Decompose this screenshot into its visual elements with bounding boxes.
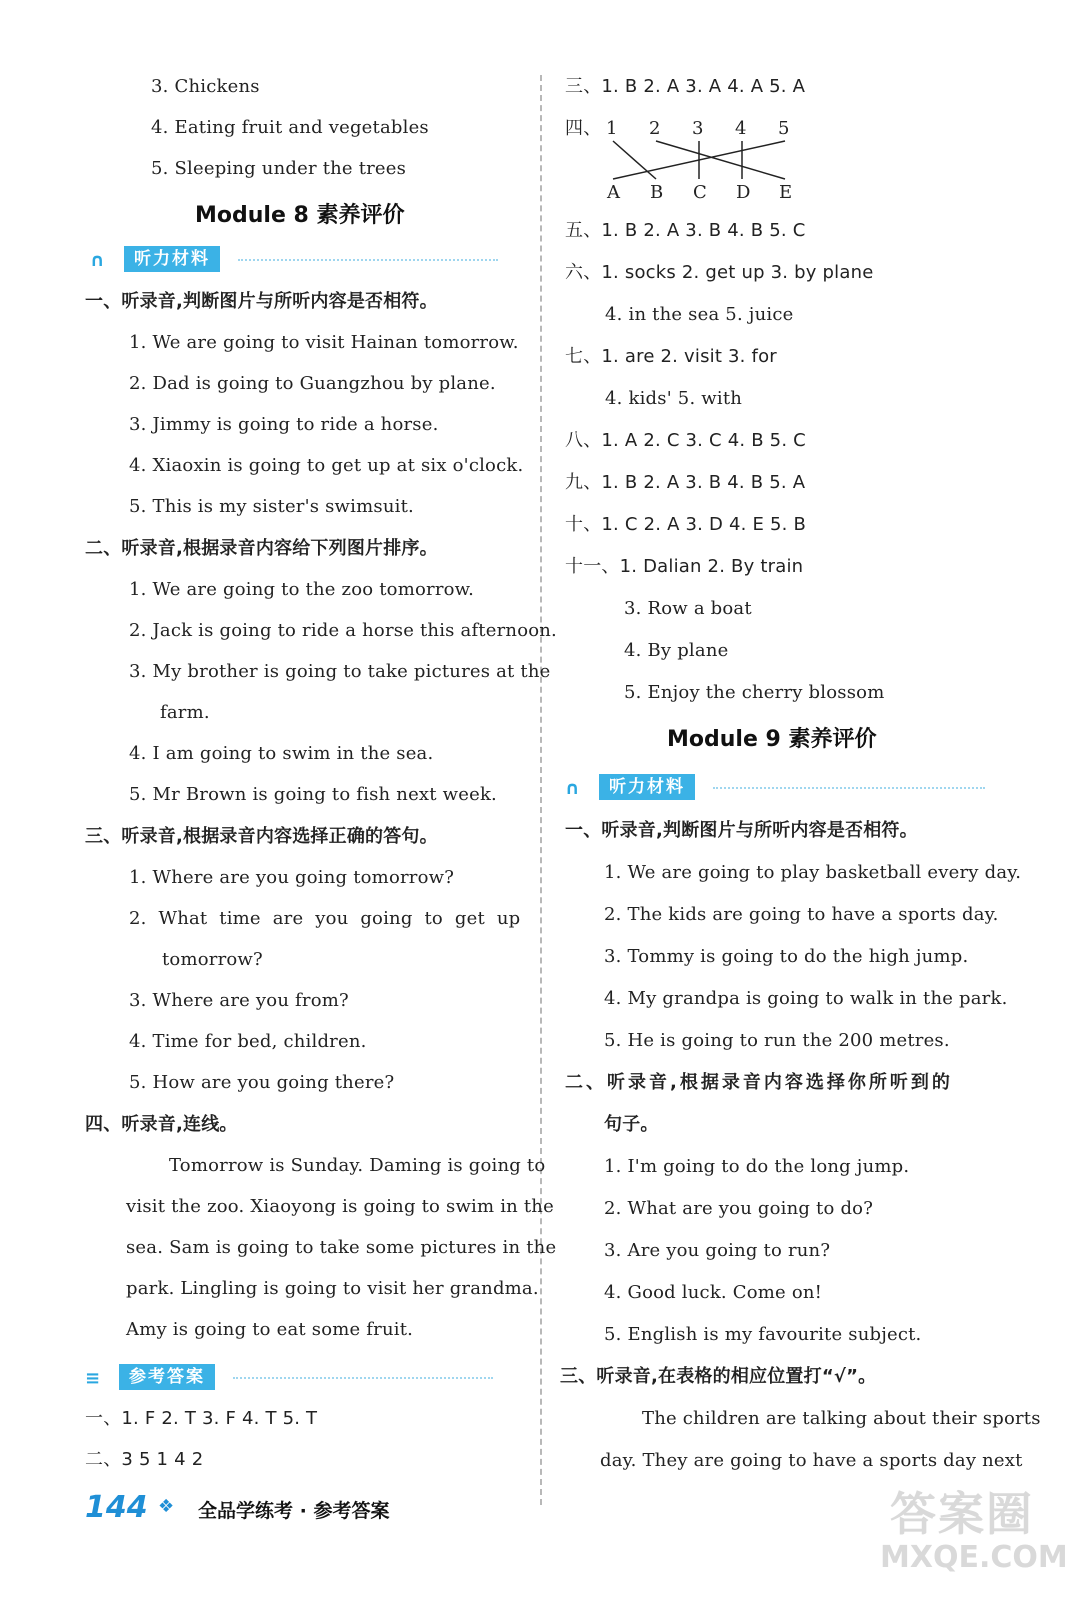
list-item: 3. Where are you from? xyxy=(129,990,349,1011)
list-item: 2. What are you going to do? xyxy=(604,1198,874,1219)
section-heading-continuation: 句子。 xyxy=(604,1114,659,1135)
match-top-label: 4 xyxy=(735,118,747,139)
book-title: 全品学练考 · 参考答案 xyxy=(198,1500,390,1522)
list-item: 3. Tommy is going to do the high jump. xyxy=(604,946,969,967)
list-item: 2. Dad is going to Guangzhou by plane. xyxy=(129,373,496,394)
listening-banner xyxy=(90,246,500,274)
section-heading: 三、听录音,在表格的相应位置打“√”。 xyxy=(560,1366,877,1387)
answer-line: 4. kids' 5. with xyxy=(605,388,743,409)
list-item: 4. Good luck. Come on! xyxy=(604,1282,823,1303)
listening-banner xyxy=(565,774,990,802)
list-item: 4. My grandpa is going to walk in the park. xyxy=(604,988,1008,1009)
match-top-label: 1 xyxy=(606,118,618,139)
list-item: 2. Jack is going to ride a horse this afternoon. xyxy=(129,620,557,641)
list-item: 5. Sleeping under the trees xyxy=(151,158,407,179)
matching-label: 四、 xyxy=(565,118,602,139)
list-item: 1. I'm going to do the long jump. xyxy=(604,1156,910,1177)
matching-diagram xyxy=(565,117,825,207)
headphones-icon: ∩ xyxy=(90,250,105,271)
dotted-rule xyxy=(233,1377,493,1379)
list-item: 1. Where are you going tomorrow? xyxy=(129,867,455,888)
answer-line: 九、1. B 2. A 3. B 4. B 5. A xyxy=(565,472,806,493)
match-top-label: 2 xyxy=(649,118,661,139)
passage-line: sea. Sam is going to take some pictures in the xyxy=(126,1237,557,1258)
section-heading: 三、听录音,根据录音内容选择正确的答句。 xyxy=(85,826,438,847)
match-bottom-label: C xyxy=(693,182,707,203)
list-item: 5. Mr Brown is going to fish next week. xyxy=(129,784,497,805)
answer-line: 二、3 5 1 4 2 xyxy=(85,1449,204,1470)
list-item: 3. Jimmy is going to ride a horse. xyxy=(129,414,439,435)
page-number: 144 xyxy=(85,1490,148,1525)
headphones-icon: ∩ xyxy=(565,778,580,799)
watermark-url: MXQE.COM xyxy=(880,1540,1068,1575)
list-item: 2. The kids are going to have a sports day. xyxy=(604,904,999,925)
match-bottom-label: D xyxy=(736,182,751,203)
module8-title: Module 8 素养评价 xyxy=(195,203,405,228)
watermark-logo: 答案圈 xyxy=(890,1487,1034,1541)
passage-line: Tomorrow is Sunday. Daming is going to xyxy=(169,1155,546,1176)
list-item: 1. We are going to play basketball every day. xyxy=(604,862,1022,883)
passage-line: visit the zoo. Xiaoyong is going to swim in the xyxy=(126,1196,554,1217)
passage-line: Amy is going to eat some fruit. xyxy=(126,1319,414,1340)
passage-line: The children are talking about their sports xyxy=(642,1408,1041,1429)
answer-line: 5. Enjoy the cherry blossom xyxy=(624,682,885,703)
answer-line: 七、1. are 2. visit 3. for xyxy=(565,346,777,367)
list-item-continuation: tomorrow? xyxy=(162,949,263,970)
answer-line: 一、1. F 2. T 3. F 4. T 5. T xyxy=(85,1408,318,1429)
list-item: 4. Xiaoxin is going to get up at six o'clock. xyxy=(129,455,524,476)
diamond-icon: ❖ xyxy=(158,1496,175,1517)
list-item: 5. This is my sister's swimsuit. xyxy=(129,496,414,517)
answer-line: 十、1. C 2. A 3. D 4. E 5. B xyxy=(565,514,807,535)
match-top-label: 3 xyxy=(692,118,704,139)
match-top-label: 5 xyxy=(778,118,790,139)
module9-title: Module 9 素养评价 xyxy=(667,727,877,752)
list-item: 4. I am going to swim in the sea. xyxy=(129,743,434,764)
dotted-rule xyxy=(713,787,985,789)
list-item: 1. We are going to the zoo tomorrow. xyxy=(129,579,475,600)
dotted-rule xyxy=(238,259,498,261)
match-bottom-label: E xyxy=(779,182,793,203)
answer-line: 4. in the sea 5. juice xyxy=(605,304,794,325)
list-item: 4. Time for bed, children. xyxy=(129,1031,367,1052)
answer-icon: ≡ xyxy=(85,1368,101,1389)
passage-line: day. They are going to have a sports day next xyxy=(600,1450,1023,1471)
watermark xyxy=(880,1478,1070,1598)
list-item: 4. Eating fruit and vegetables xyxy=(151,117,429,138)
section-heading: 一、听录音,判断图片与所听内容是否相符。 xyxy=(85,291,438,312)
list-item: 5. He is going to run the 200 metres. xyxy=(604,1030,950,1051)
list-item-continuation: farm. xyxy=(160,702,210,723)
answer-line: 六、1. socks 2. get up 3. by plane xyxy=(565,262,874,283)
answer-line: 五、1. B 2. A 3. B 4. B 5. C xyxy=(565,220,806,241)
match-bottom-label: A xyxy=(607,182,621,203)
column-divider xyxy=(540,75,542,1505)
list-item: 5. How are you going there? xyxy=(129,1072,395,1093)
list-item: 1. We are going to visit Hainan tomorrow. xyxy=(129,332,519,353)
list-item: 2. What time are you going to get up xyxy=(129,908,521,929)
passage-line: park. Lingling is going to visit her grandma. xyxy=(126,1278,539,1299)
answer-line: 十一、1. Dalian 2. By train xyxy=(565,556,804,577)
answer-line: 3. Row a boat xyxy=(624,598,752,619)
answer-banner xyxy=(85,1364,495,1392)
section-heading: 一、听录音,判断图片与所听内容是否相符。 xyxy=(565,820,918,841)
section-heading: 二、听录音,根据录音内容选择你所听到的 xyxy=(565,1072,953,1093)
list-item: 3. My brother is going to take pictures at the xyxy=(129,661,551,682)
list-item: 3. Chickens xyxy=(151,76,260,97)
banner-label: 参考答案 xyxy=(119,1364,215,1390)
section-heading: 四、听录音,连线。 xyxy=(85,1114,238,1135)
banner-label: 听力材料 xyxy=(599,774,695,800)
list-item: 3. Are you going to run? xyxy=(604,1240,831,1261)
answer-line: 4. By plane xyxy=(624,640,729,661)
match-bottom-label: B xyxy=(650,182,664,203)
answer-line: 八、1. A 2. C 3. C 4. B 5. C xyxy=(565,430,806,451)
banner-label: 听力材料 xyxy=(124,246,220,272)
answer-line: 三、1. B 2. A 3. A 4. A 5. A xyxy=(565,76,806,97)
list-item: 5. English is my favourite subject. xyxy=(604,1324,922,1345)
section-heading: 二、听录音,根据录音内容给下列图片排序。 xyxy=(85,538,438,559)
